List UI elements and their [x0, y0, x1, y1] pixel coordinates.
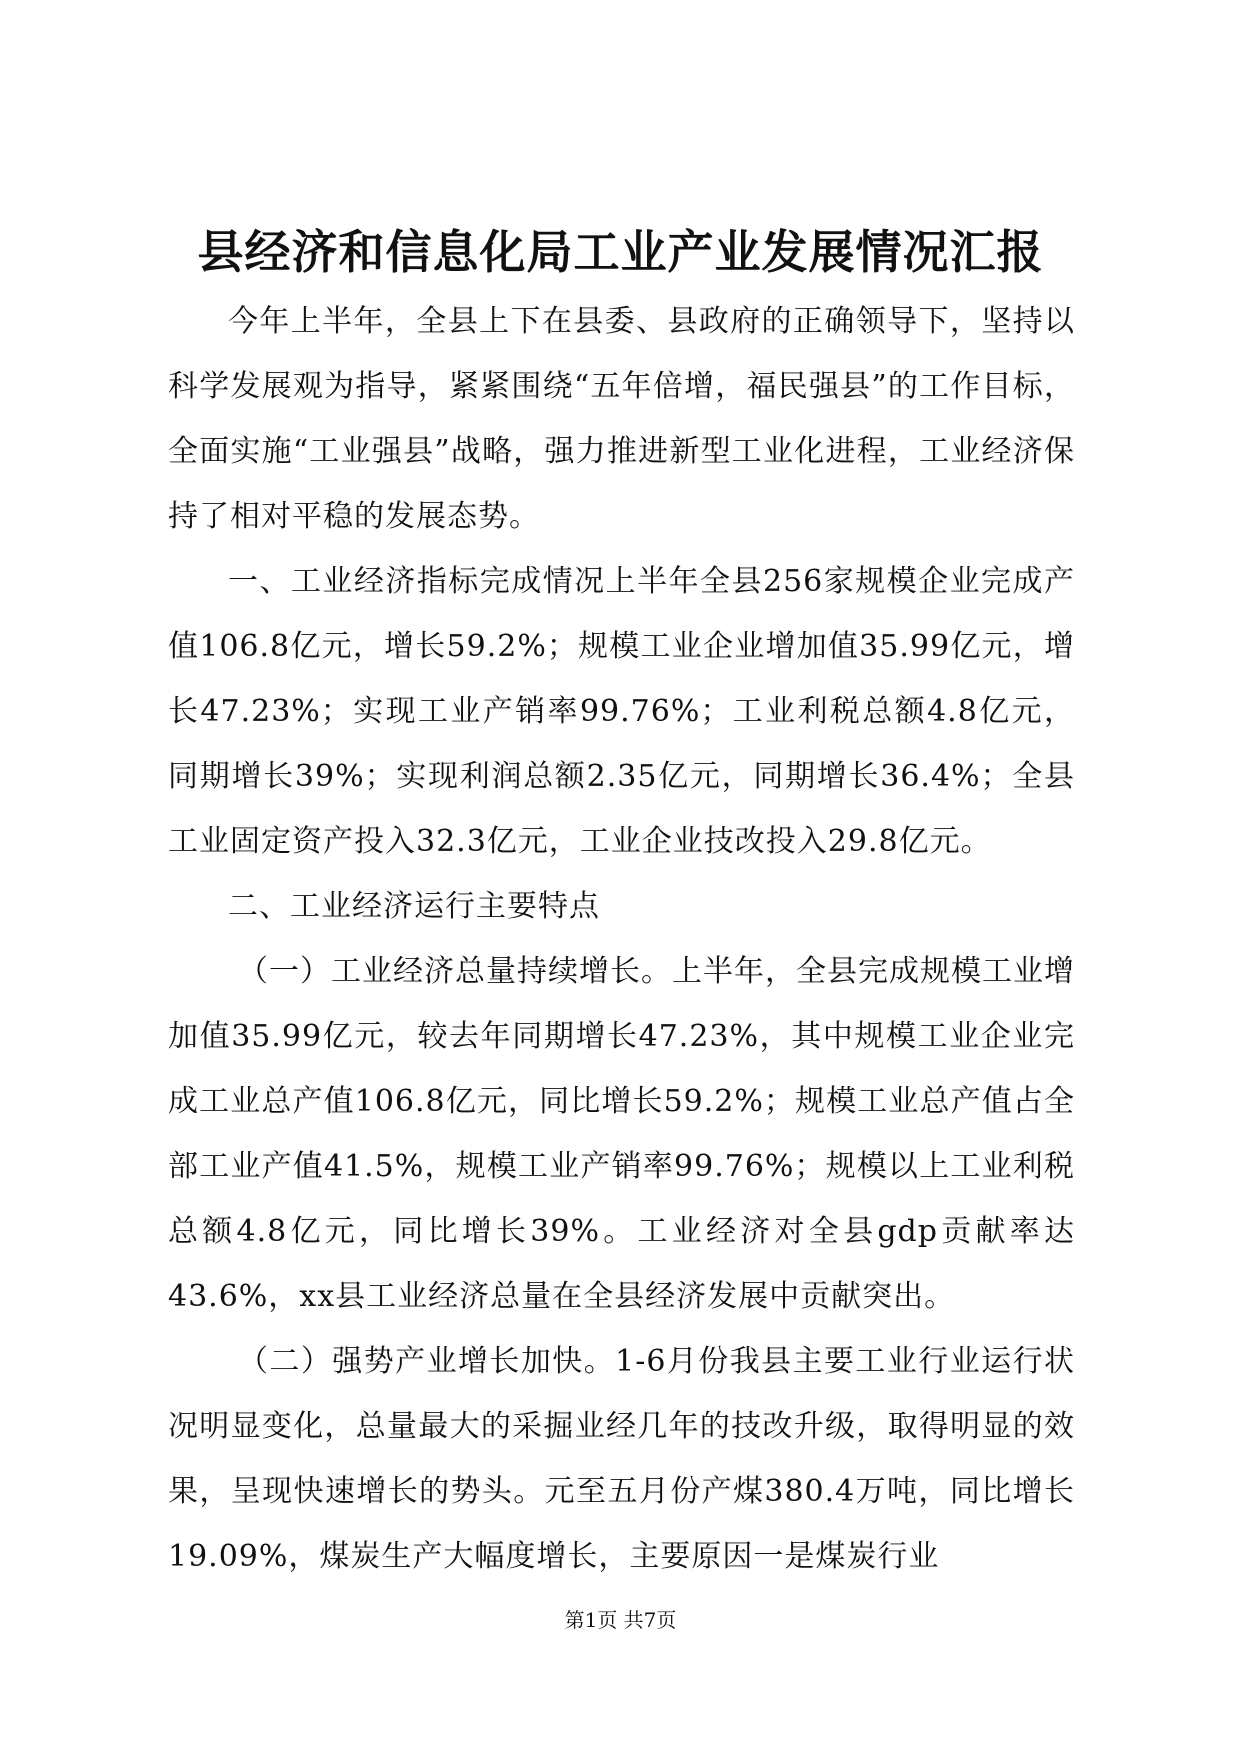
paragraph-section-1: 一、工业经济指标完成情况上半年全县256家规模企业完成产值106.8亿元，增长59.2%；规模工业企业增加值35.99亿元，增长47.23%；实现工业产销率99.76%；工业利税总额4.8亿元，同期增长39%；实现利润总额2.35亿元，同期增长36.4%；全县工业固定资产投入32.3亿元，工业企业技改投入29.8亿元。 — [168, 564, 1075, 859]
page-number-footer: 第1页 共7页 — [564, 1608, 677, 1632]
section-heading-2: 二、工业经济运行主要特点 — [228, 889, 600, 924]
document-body — [168, 289, 1075, 1589]
document-title: 县经济和信息化局工业产业发展情况汇报 — [197, 225, 1044, 279]
paragraph-subsection-2: （二）强势产业增长加快。1-6月份我县主要工业行业运行状况明显变化，总量最大的采掘业经几年的技改升级，取得明显的效果，呈现快速增长的势头。元至五月份产煤380.4万吨，同比增长19.09%，煤炭生产大幅度增长，主要原因一是煤炭行业 — [168, 1344, 1075, 1574]
paragraph-intro: 今年上半年，全县上下在县委、县政府的正确领导下，坚持以科学发展观为指导，紧紧围绕“五年倍增，福民强县”的工作目标，全面实施“工业强县”战略，强力推进新型工业化进程，工业经济保持了相对平稳的发展态势。 — [168, 304, 1075, 534]
paragraph-subsection-1: （一）工业经济总量持续增长。上半年，全县完成规模工业增加值35.99亿元，较去年同期增长47.23%，其中规模工业企业完成工业总产值106.8亿元，同比增长59.2%；规模工业总产值占全部工业产值41.5%，规模工业产销率99.76%；规模以上工业利税总额4.8亿元，同比增长39%。工业经济对全县gdp贡献率达43.6%，xx县工业经济总量在全县经济发展中贡献突出。 — [168, 954, 1075, 1314]
